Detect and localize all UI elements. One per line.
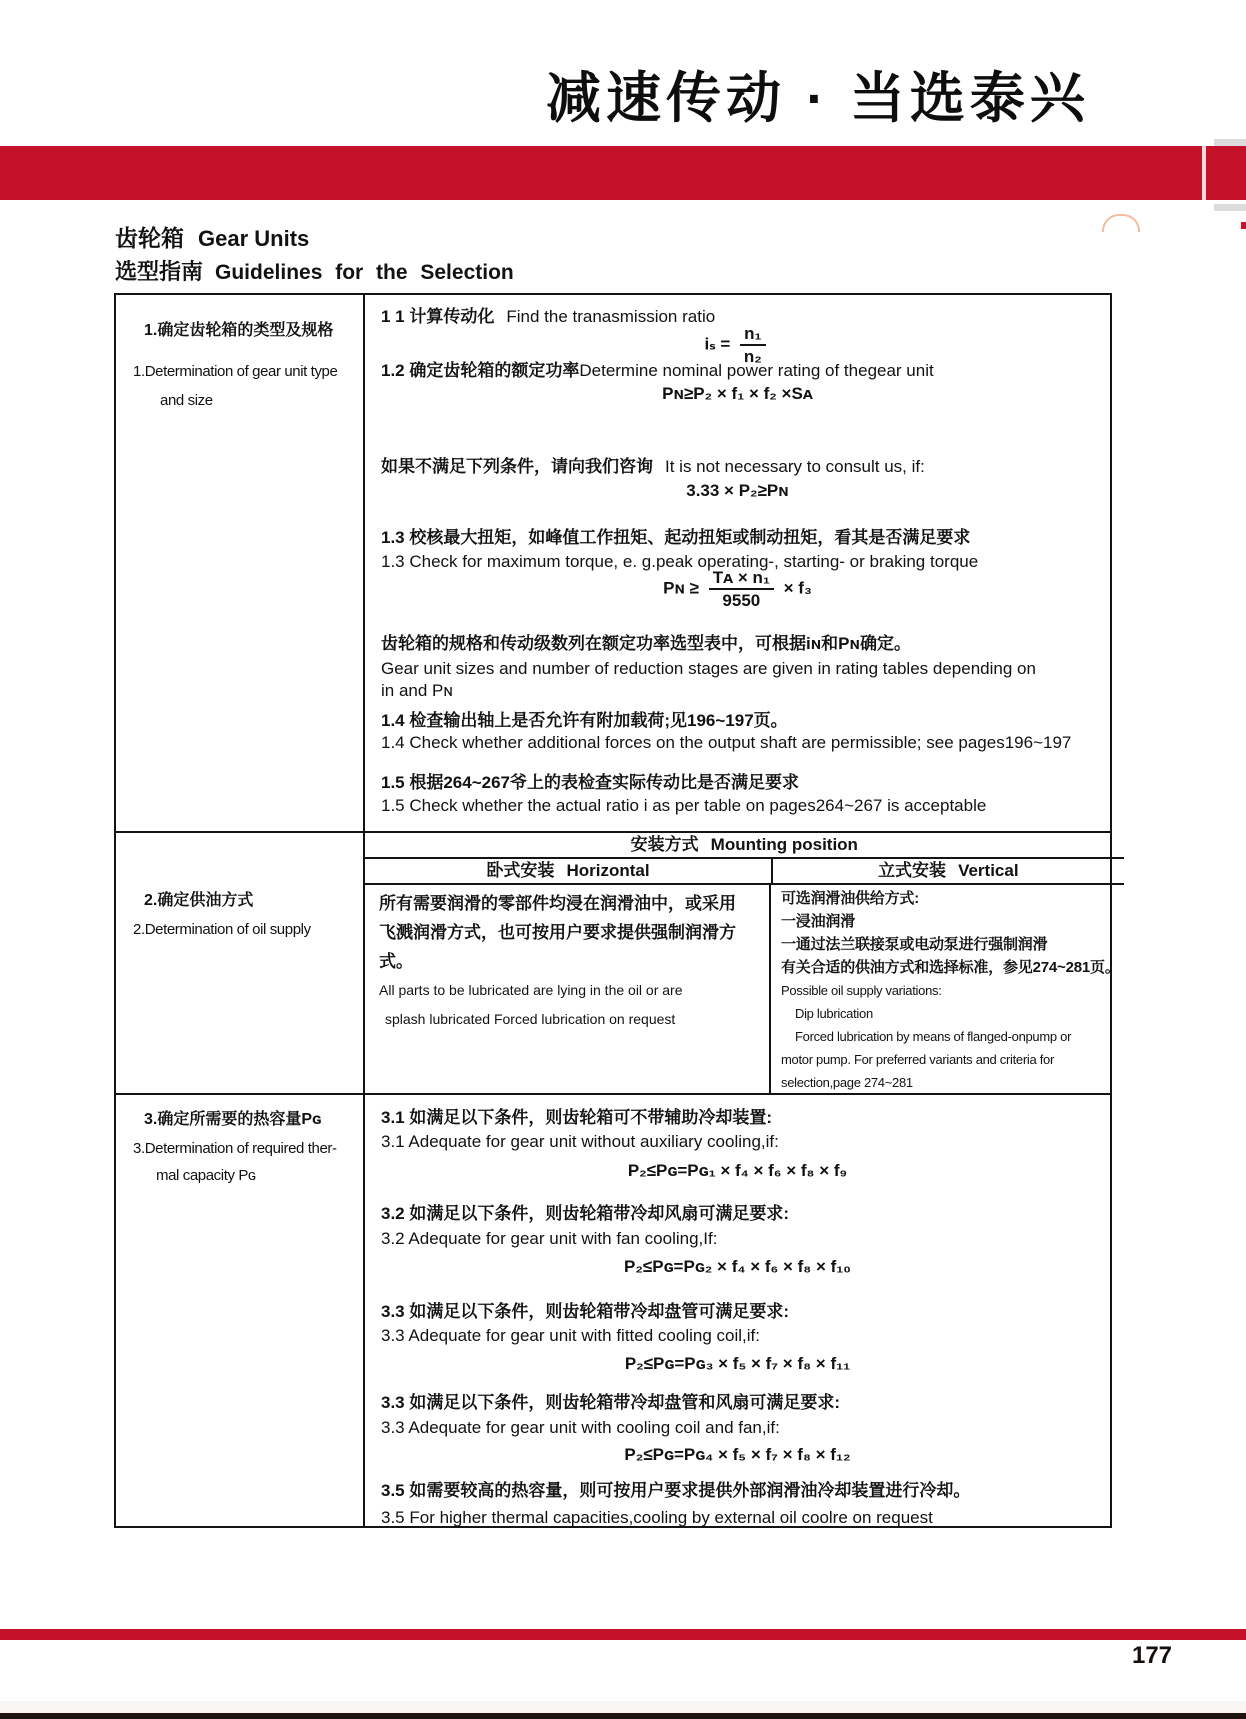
step3-2-zh: 3.2 如满足以下条件，则齿轮箱带冷却风扇可满足要求: <box>381 1204 790 1223</box>
scan-artifact-dash <box>1214 204 1246 211</box>
step1-1-zh: 1 1 计算传动化 <box>381 307 495 326</box>
step3-4-en: 3.3 Adequate for gear unit with cooling coil and fan,if: <box>381 1418 780 1437</box>
step3-1-zh: 3.1 如满足以下条件，则齿轮箱可不带辅助冷却装置: <box>381 1108 773 1127</box>
vertical-line: 有关合适的供油方式和选择标准，参见274~281页。 <box>781 959 1120 976</box>
step3-3-zh: 3.3 如满足以下条件，则齿轮箱带冷却盘管可满足要求: <box>381 1302 790 1321</box>
vertical-line: 可选润滑油供给方式: <box>781 890 919 907</box>
step1-3-en: 1.3 Check for maximum torque, e. g.peak operating-, starting- or braking torque <box>381 552 979 571</box>
step1-3-zh: 1.3 校核最大扭矩，如峰值工作扭矩、起动扭矩或制动扭矩，看其是否满足要求 <box>381 528 971 547</box>
scan-fold-line <box>1202 132 1206 214</box>
fraction-denominator: n₂ <box>743 347 762 366</box>
footer-dark-bar <box>0 1713 1246 1719</box>
step3-left-line: mal capacity Pɢ <box>156 1167 256 1184</box>
step3-1-en: 3.1 Adequate for gear unit without auxiliary cooling,if: <box>381 1132 779 1151</box>
horizontal-header-zh: 卧式安装 <box>486 861 555 880</box>
rating-table-note-en: Gear unit sizes and number of reduction stages are given in rating tables depending on <box>381 659 1036 678</box>
thermal-formula-pg3: P₂≤Pɢ=Pɢ₃ × f₅ × f₇ × f₈ × f₁₁ <box>624 1354 851 1373</box>
mounting-header-zh: 安装方式 <box>630 835 699 854</box>
step3-left-line: 3.Determination of required ther- <box>133 1140 337 1157</box>
step3-3-en: 3.3 Adequate for gear unit with fitted cooling coil,if: <box>381 1326 760 1345</box>
consult-condition-formula: 3.33 × P₂≥Pɴ <box>686 481 789 500</box>
step1-1-en: Find the tranasmission ratio <box>506 307 716 326</box>
horizontal-line: 飞溅润滑方式，也可按用户要求提供强制润滑方 <box>379 923 736 942</box>
max-torque-formula <box>365 568 1110 610</box>
step1-4-zh: 1.4 检查输出轴上是否允许有附加载荷;见196~197页。 <box>381 711 788 730</box>
step1-left-line: and size <box>160 392 213 409</box>
rating-table-note-zh: 齿轮箱的规格和传动级数列在额定功率选型表中，可根据iɴ和Pɴ确定。 <box>381 634 911 653</box>
vertical-line: Possible oil supply variations: <box>781 983 942 998</box>
formula-rhs: × f₃ <box>783 578 812 598</box>
horizontal-column-header <box>365 859 773 883</box>
step3-4-zh: 3.3 如满足以下条件，则齿轮箱带冷却盘管和风扇可满足要求: <box>381 1393 841 1412</box>
step2-left-cell <box>116 833 365 1093</box>
step2-left-line: 2.Determination of oil supply <box>133 921 311 938</box>
step3-row <box>116 1095 1110 1526</box>
consult-note <box>381 456 1100 478</box>
fraction-numerator: n₁ <box>740 324 765 346</box>
step2-row <box>116 833 1120 1095</box>
footer-red-line <box>0 1629 1246 1640</box>
vertical-line: selection,page 274~281 <box>781 1075 913 1090</box>
formula-lhs: iₛ = <box>704 334 731 354</box>
page-title-en: Gear Units <box>198 226 310 251</box>
step1-5-en: 1.5 Check whether the actual ratio i as per table on pages264~267 is acceptable <box>381 796 987 815</box>
thermal-formula-pg2: P₂≤Pɢ=Pɢ₂ × f₄ × f₆ × f₈ × f₁₀ <box>624 1257 851 1276</box>
consult-note-zh: 如果不满足下列条件，请向我们咨询 <box>381 457 653 476</box>
fraction-denominator: 9550 <box>722 591 761 610</box>
step1-5-zh: 1.5 根据264~267爷上的表检查实际传动比是否满足要求 <box>381 773 800 792</box>
vertical-mounting-cell <box>771 885 1124 1094</box>
formula-lhs: Pɴ ≥ <box>663 578 699 598</box>
step1-row <box>116 295 1110 833</box>
watermark-arc <box>1102 214 1140 232</box>
header-red-bar <box>0 146 1246 200</box>
thermal-formula-pg1: P₂≤Pɢ=Pɢ₁ × f₄ × f₆ × f₈ × f₉ <box>627 1161 848 1180</box>
scan-artifact-dash <box>1214 139 1246 146</box>
page-subtitle-zh: 选型指南 <box>115 259 204 284</box>
fraction <box>709 568 774 610</box>
rating-table-note-en: in and Pɴ <box>381 681 453 700</box>
nominal-power-formula: Pɴ≥P₂ × f₁ × f₂ ×Sᴀ <box>662 384 813 403</box>
vertical-line: 一浸油润滑 <box>781 913 856 930</box>
page-header-slogan: 减速传动 · 当选泰兴 <box>546 67 1090 129</box>
step3-left-line: 3.确定所需要的热容量Pɢ <box>144 1111 322 1128</box>
page-subtitle-en: Guidelines for the Selection <box>215 261 514 284</box>
thermal-formula-pg4: P₂≤Pɢ=Pɢ₄ × f₅ × f₇ × f₈ × f₁₂ <box>624 1445 851 1464</box>
horizontal-line: splash lubricated Forced lubrication on request <box>385 1011 676 1027</box>
vertical-line: motor pump. For preferred variants and criteria for <box>781 1052 1054 1067</box>
vertical-header-en: Vertical <box>958 861 1019 880</box>
consult-note-en: It is not necessary to consult us, if: <box>665 457 925 476</box>
step3-5-en: 3.5 For higher thermal capacities,cooling by external oil coolre on request <box>381 1508 933 1527</box>
page-subtitle <box>115 255 514 286</box>
horizontal-line: 所有需要润滑的零部件均浸在润滑油中，或采用 <box>379 894 736 913</box>
step1-left-cell <box>116 295 365 831</box>
mounting-subheader-row <box>365 859 1124 885</box>
horizontal-header-en: Horizontal <box>566 861 650 880</box>
vertical-line: Forced lubrication by means of flanged-onpump or <box>795 1029 1072 1044</box>
fraction-numerator: Tᴀ × n₁ <box>709 568 774 590</box>
mounting-position-header <box>365 833 1124 859</box>
page-title <box>115 220 309 253</box>
step1-2-en: Determine nominal power rating of thegear unit <box>579 361 934 380</box>
step3-left-cell <box>116 1095 365 1526</box>
step1-2-heading <box>381 360 1100 382</box>
horizontal-line: 式。 <box>379 952 413 971</box>
footer-band <box>0 1701 1246 1713</box>
page-title-zh: 齿轮箱 <box>115 225 184 251</box>
step2-body <box>365 885 1124 1094</box>
scan-artifact-dot <box>1241 222 1246 229</box>
page-number: 177 <box>1131 1642 1173 1669</box>
step1-2-zh: 1.2 确定齿轮箱的额定功率 <box>381 361 580 380</box>
step1-4-en: 1.4 Check whether additional forces on the output shaft are permissible; see pages196~197 <box>381 733 1072 752</box>
step2-left-line: 2.确定供油方式 <box>144 892 254 909</box>
step1-left-line: 1.确定齿轮箱的类型及规格 <box>144 322 334 339</box>
vertical-column-header <box>773 859 1124 883</box>
mounting-header-en: Mounting position <box>710 835 858 854</box>
step3-right-cell <box>365 1095 1110 1526</box>
mounting-section <box>365 833 1124 1093</box>
vertical-line: 一通过法兰联接泵或电动泵进行强制润滑 <box>781 936 1048 953</box>
vertical-line: Dip lubrication <box>795 1006 873 1021</box>
step3-2-en: 3.2 Adequate for gear unit with fan cooling,If: <box>381 1229 718 1248</box>
horizontal-mounting-cell <box>365 885 771 1094</box>
vertical-header-zh: 立式安装 <box>878 861 947 880</box>
selection-table <box>114 293 1120 1528</box>
step1-left-line: 1.Determination of gear unit type <box>133 363 338 380</box>
horizontal-line: All parts to be lubricated are lying in the oil or are <box>379 982 683 998</box>
step1-right-cell <box>365 295 1110 831</box>
step3-5-zh: 3.5 如需要较高的热容量，则可按用户要求提供外部润滑油冷却装置进行冷却。 <box>381 1481 971 1500</box>
